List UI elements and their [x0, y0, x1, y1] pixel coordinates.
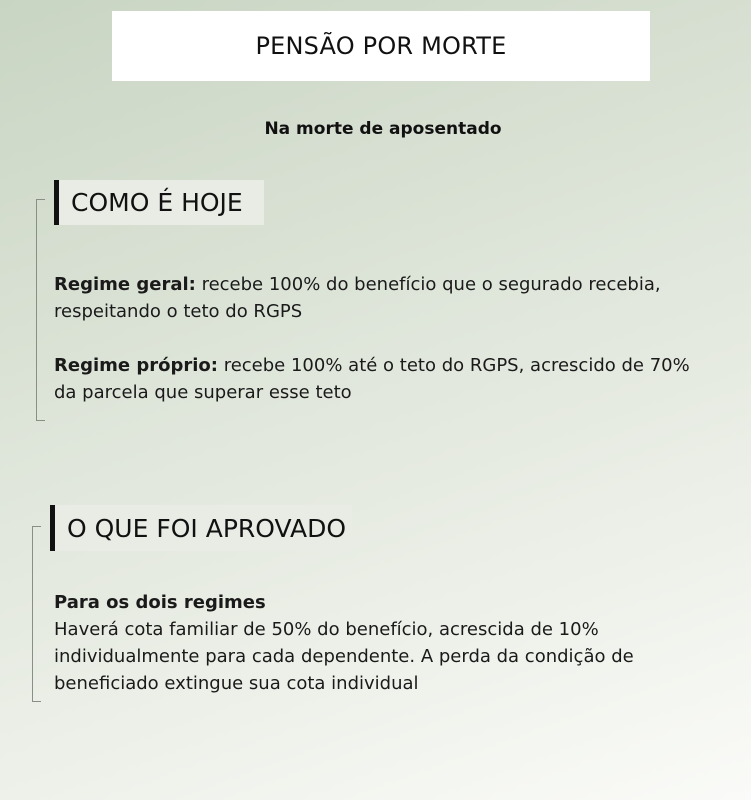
approved-text: Haverá cota familiar de 50% do benefício, acrescida de 10% individualmente para cada dependente. A perda da condição de beneficiado extingue sua cota individual	[54, 619, 634, 694]
regime-proprio-text: recebe 100% até o teto do RGPS, acrescido de 70% da parcela que superar esse teto	[54, 355, 690, 403]
approved-label: Para os dois regimes	[54, 592, 266, 613]
regime-geral-text: recebe 100% do benefício que o segurado recebia, respeitando o teto do RGPS	[54, 274, 661, 322]
section-bracket-current	[36, 199, 45, 421]
page-title-box	[112, 11, 650, 81]
section-heading-approved-text: O QUE FOI APROVADO	[67, 513, 347, 543]
section-heading-current-text: COMO É HOJE	[71, 188, 243, 217]
page-title: PENSÃO POR MORTE	[255, 32, 507, 60]
regime-proprio-paragraph	[54, 352, 704, 406]
approved-paragraph	[54, 589, 704, 697]
section-heading-current	[54, 180, 264, 225]
section-bracket-approved	[32, 526, 41, 702]
regime-geral-paragraph	[54, 271, 704, 325]
section-heading-approved	[50, 505, 352, 551]
regime-geral-label: Regime geral:	[54, 274, 196, 295]
regime-proprio-label: Regime próprio:	[54, 355, 218, 376]
page-subtitle: Na morte de aposentado	[264, 119, 502, 139]
